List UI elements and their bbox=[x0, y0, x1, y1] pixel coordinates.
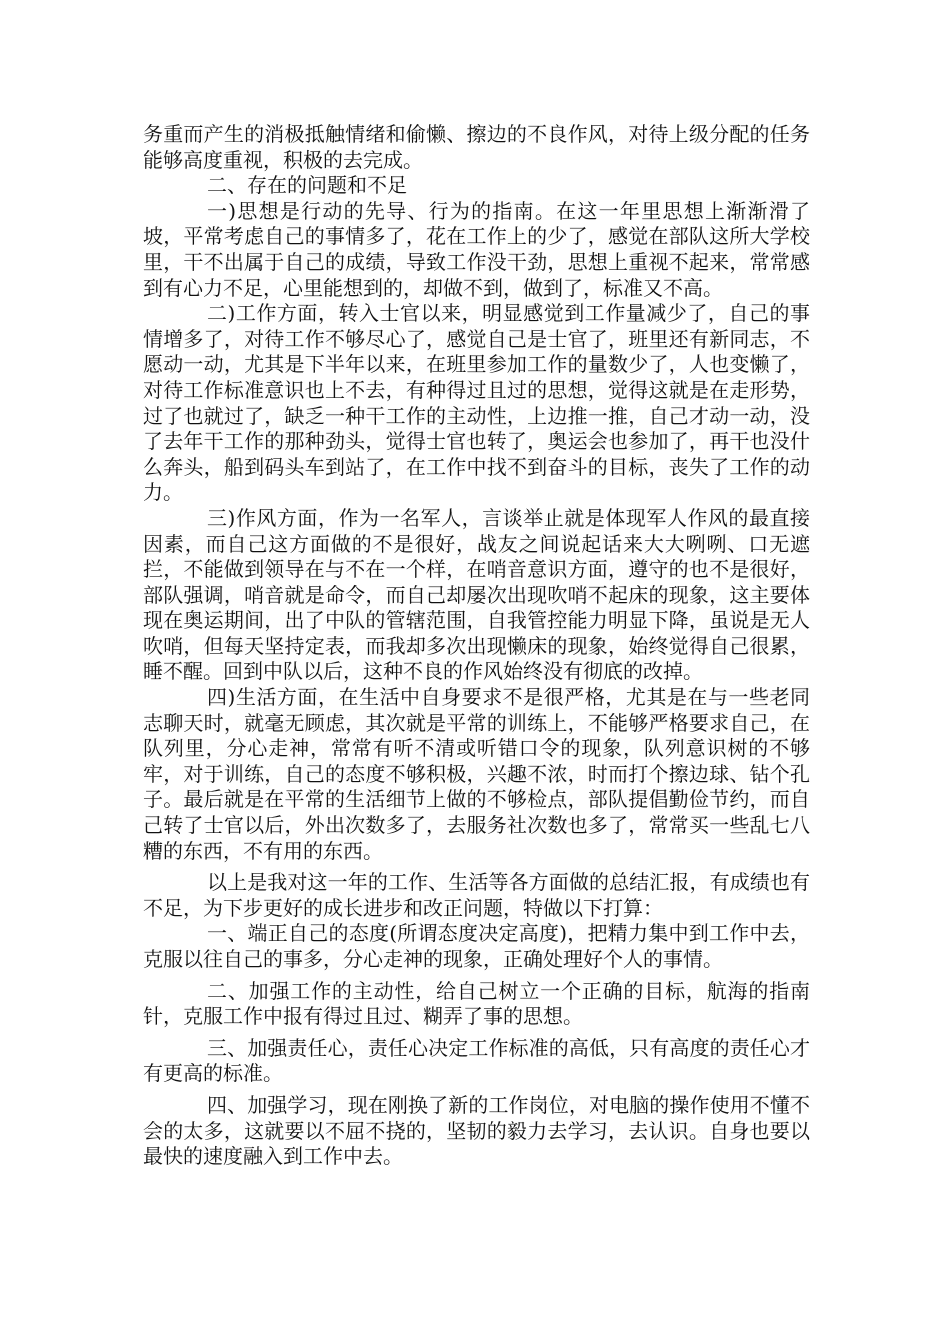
paragraph-continuation: 务重而产生的消极抵触情绪和偷懒、擦边的不良作风，对待上级分配的任务能够高度重视，积极的去完成。 bbox=[143, 122, 810, 172]
paragraph-style: 三)作风方面，作为一名军人，言谈举止就是体现军人作风的最直接因素，而自己这方面做的不是很好，战友之间说起话来大大咧咧、口无遮拦，不能做到领导在与不在一个样，在哨音意识方面，遵守的也不是很好，部队强调，哨音就是命令，而自己却屡次出现吹哨不起床的现象，这主要体现在奥运期间，出了中队的管辖范围，自我管控能力明显下降，虽说是无人吹哨，但每天坚持定表，而我却多次出现懒床的现象，始终觉得自己很累，睡不醒。回到中队以后，这种不良的作风始终没有彻底的改掉。 bbox=[143, 505, 810, 684]
document-page bbox=[143, 122, 810, 1170]
paragraph-summary: 以上是我对这一年的工作、生活等各方面做的总结汇报，有成绩也有不足，为下步更好的成长进步和改正问题，特做以下打算： bbox=[143, 870, 810, 920]
paragraph-thought: 一)思想是行动的先导、行为的指南。在这一年里思想上渐渐滑了坡，平常考虑自己的事情多了，花在工作上的少了，感觉在部队这所大学校里，干不出属于自己的成绩，导致工作没干劲，思想上重视不起来，常常感到有心力不足，心里能想到的，却做不到，做到了，标准又不高。 bbox=[143, 198, 810, 300]
section-heading-problems: 二、存在的问题和不足 bbox=[207, 173, 407, 198]
plan-item-4: 四、加强学习，现在刚换了新的工作岗位，对电脑的操作使用不懂不会的太多，这就要以不屈不挠的，坚韧的毅力去学习，去认识。自身也要以最快的速度融入到工作中去。 bbox=[143, 1092, 810, 1169]
plan-item-1: 一、端正自己的态度(所谓态度决定高度)，把精力集中到工作中去，克服以往自己的事多，分心走神的现象，正确处理好个人的事情。 bbox=[143, 921, 810, 971]
plan-item-2: 二、加强工作的主动性，给自己树立一个正确的目标，航海的指南针，克服工作中报有得过且过、糊弄了事的思想。 bbox=[143, 978, 810, 1029]
plan-item-3: 三、加强责任心，责任心决定工作标准的高低，只有高度的责任心才有更高的标准。 bbox=[143, 1035, 810, 1086]
paragraph-work: 二)工作方面，转入士官以来，明显感觉到工作量减少了，自己的事情增多了，对待工作不够尽心了，感觉自己是士官了，班里还有新同志，不愿动一动，尤其是下半年以来，在班里参加工作的量数少了，人也变懒了，对待工作标准意识也上不去，有种得过且过的思想，觉得这就是在走形势，过了也就过了，缺乏一种干工作的主动性，上边推一推，自己才动一动，没了去年干工作的那种劲头，觉得士官也转了，奥运会也参加了，再干也没什么奔头，船到码头车到站了，在工作中找不到奋斗的目标，丧失了工作的动力。 bbox=[143, 301, 810, 505]
paragraph-life: 四)生活方面，在生活中自身要求不是很严格，尤其是在与一些老同志聊天时，就毫无顾虑，其次就是平常的训练上，不能够严格要求自己，在队列里，分心走神，常常有听不清或听错口令的现象，队列意识树的不够牢，对于训练，自己的态度不够积极，兴趣不浓，时而打个擦边球、钻个孔子。最后就是在平常的生活细节上做的不够检点，部队提倡勤俭节约，而自己转了士官以后，外出次数多了，去服务社次数也多了，常常买一些乱七八糟的东西，不有用的东西。 bbox=[143, 685, 810, 863]
